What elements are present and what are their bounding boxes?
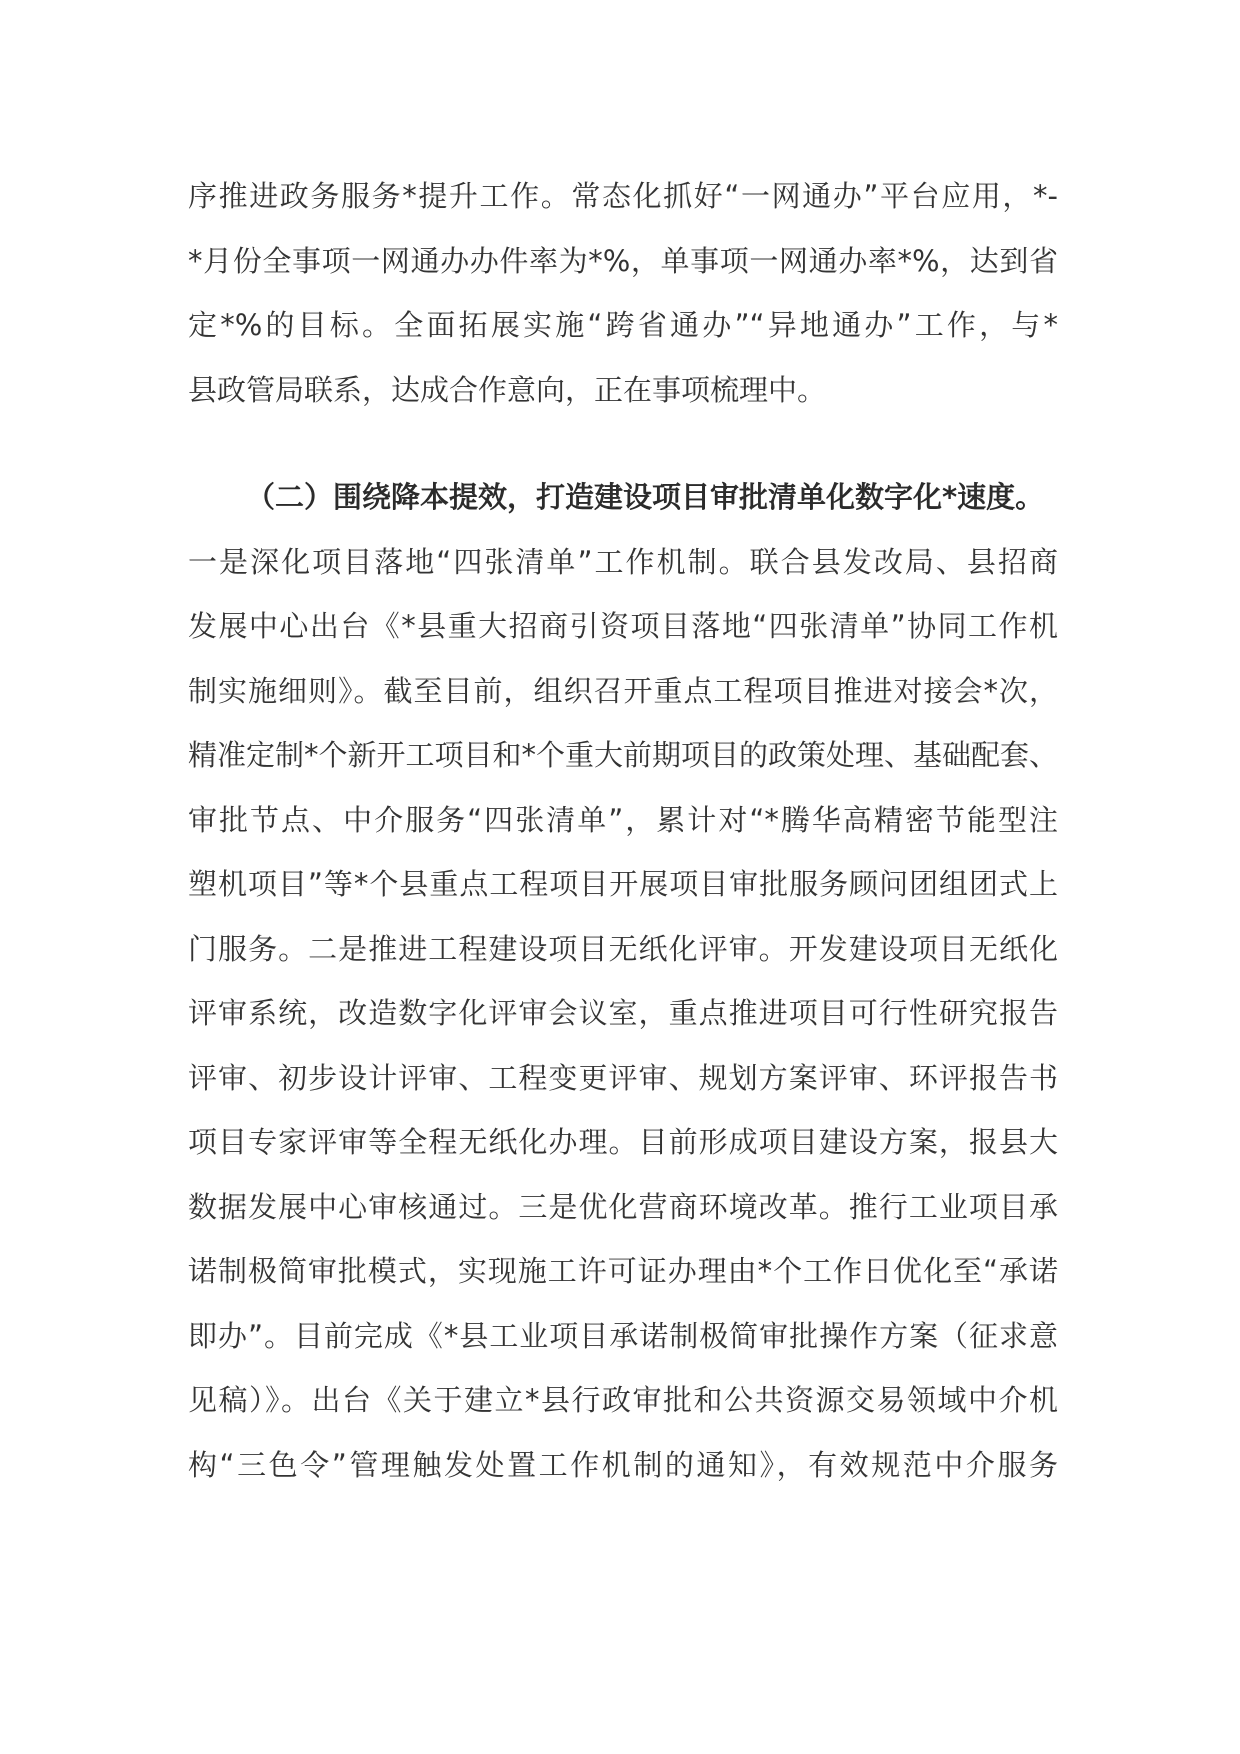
paragraph-line: 见稿）》。出台《关于建立*县行政审批和公共资源交易领域中介机 <box>188 1383 1058 1417</box>
paragraph-line: 县政管局联系，达成合作意向，正在事项梳理中。 <box>188 372 827 407</box>
paragraph-line: 诺制极简审批模式，实现施工许可证办理由*个工作日优化至“承诺 <box>188 1254 1058 1288</box>
section-2 <box>188 465 1058 1497</box>
paragraph-line: 定*%的目标。全面拓展实施“跨省通办”“异地通办”工作，与* <box>188 308 1058 342</box>
paragraph-line: 构“三色令”管理触发处置工作机制的通知》，有效规范中介服务 <box>188 1447 1058 1482</box>
paragraph-line: 审批节点、中介服务“四张清单”，累计对“*腾华高精密节能型注 <box>188 802 1058 837</box>
paragraph-line: 即办”。目前完成《*县工业项目承诺制极简审批操作方案（征求意 <box>188 1318 1058 1353</box>
paragraph-line: 制实施细则》。截至目前，组织召开重点工程项目推进对接会*次， <box>188 673 1058 708</box>
paragraph-line: 评审、初步设计评审、工程变更评审、规划方案评审、环评报告书 <box>188 1060 1058 1095</box>
paragraph-line: 精准定制*个新开工项目和*个重大前期项目的政策处理、基础配套、 <box>188 738 1059 772</box>
paragraph-line: 一是深化项目落地“四张清单”工作机制。联合县发改局、县招商 <box>188 544 1058 579</box>
paragraph-line: 评审系统，改造数字化评审会议室，重点推进项目可行性研究报告 <box>188 996 1058 1030</box>
paragraph-line: 序推进政务服务*提升工作。常态化抓好“一网通办”平台应用，*- <box>188 179 1058 213</box>
paragraph-line: *月份全事项一网通办办件率为*%，单事项一网通办率*%，达到省 <box>188 243 1058 278</box>
paragraph-line: 门服务。二是推进工程建设项目无纸化评审。开发建设项目无纸化 <box>188 931 1058 966</box>
paragraph-1 <box>188 164 1058 422</box>
paragraph-line: 发展中心出台《*县重大招商引资项目落地“四张清单”协同工作机 <box>188 609 1058 643</box>
paragraph-line: 项目专家评审等全程无纸化办理。目前形成项目建设方案，报县大 <box>188 1125 1058 1159</box>
paragraph-line: 数据发展中心审核通过。三是优化营商环境改革。推行工业项目承 <box>188 1189 1058 1224</box>
paragraph-line: 塑机项目”等*个县重点工程项目开展项目审批服务顾问团组团式上 <box>188 867 1058 901</box>
section-heading: （二）围绕降本提效，打造建设项目审批清单化数字化*速度。 <box>246 480 1045 514</box>
